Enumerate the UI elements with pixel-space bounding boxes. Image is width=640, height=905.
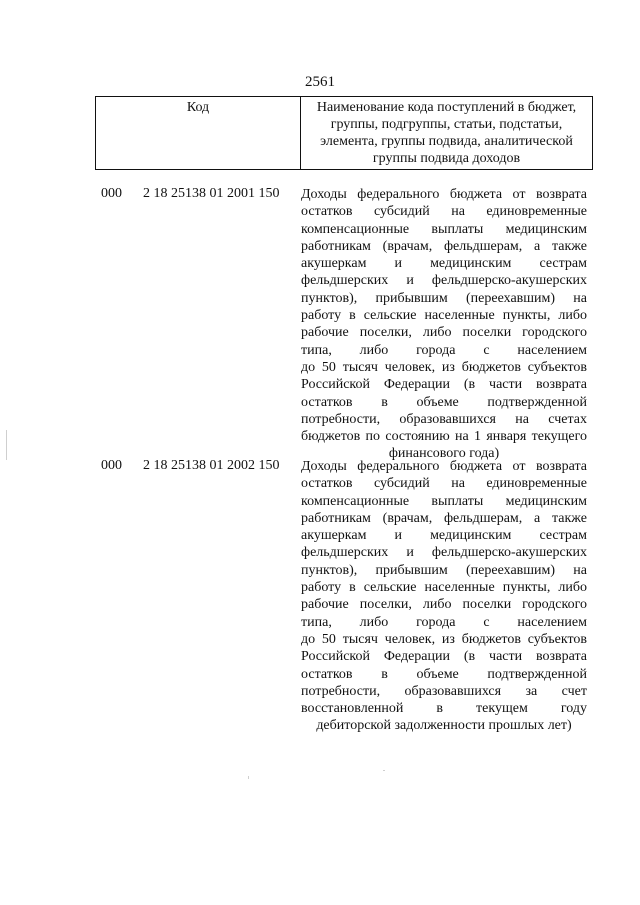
header-name-line: группы подвида доходов — [372, 151, 521, 166]
description-line: компенсационные выплаты медицинским — [301, 221, 587, 237]
scan-artifact — [383, 770, 385, 771]
description-line: рабочие поселки, либо поселки городского — [301, 325, 587, 341]
budget-classification-code: 2 18 25138 01 2001 150 — [143, 186, 280, 201]
description-line: Российской Федерации (в части возврата — [301, 649, 587, 665]
header-code-label: Код — [186, 100, 210, 115]
header-name-cell — [301, 97, 593, 170]
description-line: рабочие поселки, либо поселки городского — [301, 597, 587, 613]
description-line: потребности, образовавшихся за счет — [301, 683, 587, 699]
description-line: типа, либо города с населением — [301, 614, 587, 630]
page-number: 2561 — [305, 74, 335, 90]
description-line: акушеркам и медицинским сестрам — [301, 528, 587, 544]
description-line: Российской Федерации (в части возврата — [301, 377, 587, 393]
budget-classification-code: 2 18 25138 01 2002 150 — [143, 458, 280, 473]
header-name-line: группы, подгруппы, статьи, подстатьи, — [330, 117, 563, 132]
description-line: потребности, образовавшихся на счетах — [301, 411, 587, 427]
header-name-line: элемента, группы подвида, аналитической — [320, 134, 573, 149]
header-code-cell — [96, 97, 301, 170]
description-line: пунктов), прибывшим (переехавшим) на — [301, 562, 587, 578]
description-line: остатков в объеме подтвержденной — [301, 394, 587, 410]
admin-code: 000 — [101, 458, 122, 473]
description-line: дебиторской задолженности прошлых лет) — [316, 718, 572, 734]
description-line: финансового года) — [388, 446, 500, 462]
description-line: работникам (врачам, фельдшерам, а также — [301, 510, 587, 526]
description-line: пунктов), прибывшим (переехавшим) на — [301, 290, 587, 306]
description-line: работу в сельские населенные пункты, либо — [301, 580, 587, 596]
description-line: фельдшерских и фельдшерско-акушерских — [301, 545, 587, 561]
description-line: до 50 тысяч человек, из бюджетов субъектов — [301, 359, 587, 375]
description-line: акушеркам и медицинским сестрам — [301, 256, 587, 272]
description-line: фельдшерских и фельдшерско-акушерских — [301, 273, 587, 289]
description-line: остатков субсидий на единовременные — [301, 204, 587, 220]
scan-artifact — [6, 430, 7, 460]
description-line: работу в сельские населенные пункты, либо — [301, 308, 587, 324]
description-line: компенсационные выплаты медицинским — [301, 493, 587, 509]
entry-description — [301, 458, 587, 735]
admin-code: 000 — [101, 186, 122, 201]
description-line: работникам (врачам, фельдшерам, а также — [301, 238, 587, 254]
entry-description — [301, 186, 587, 463]
scan-artifact — [248, 776, 249, 779]
description-line: типа, либо города с населением — [301, 342, 587, 358]
description-line: остатков субсидий на единовременные — [301, 476, 587, 492]
description-line: восстановленной в текущем году — [301, 701, 587, 717]
description-line: Доходы федерального бюджета от возврата — [301, 187, 587, 202]
description-line: остатков в объеме подтвержденной — [301, 666, 587, 682]
header-name-line: Наименование кода поступлений в бюджет, — [316, 100, 577, 115]
header-table — [95, 96, 593, 170]
description-line: бюджетов по состоянию на 1 января текущего — [301, 429, 587, 445]
description-line: Доходы федерального бюджета от возврата — [301, 459, 587, 474]
description-line: до 50 тысяч человек, из бюджетов субъектов — [301, 631, 587, 647]
